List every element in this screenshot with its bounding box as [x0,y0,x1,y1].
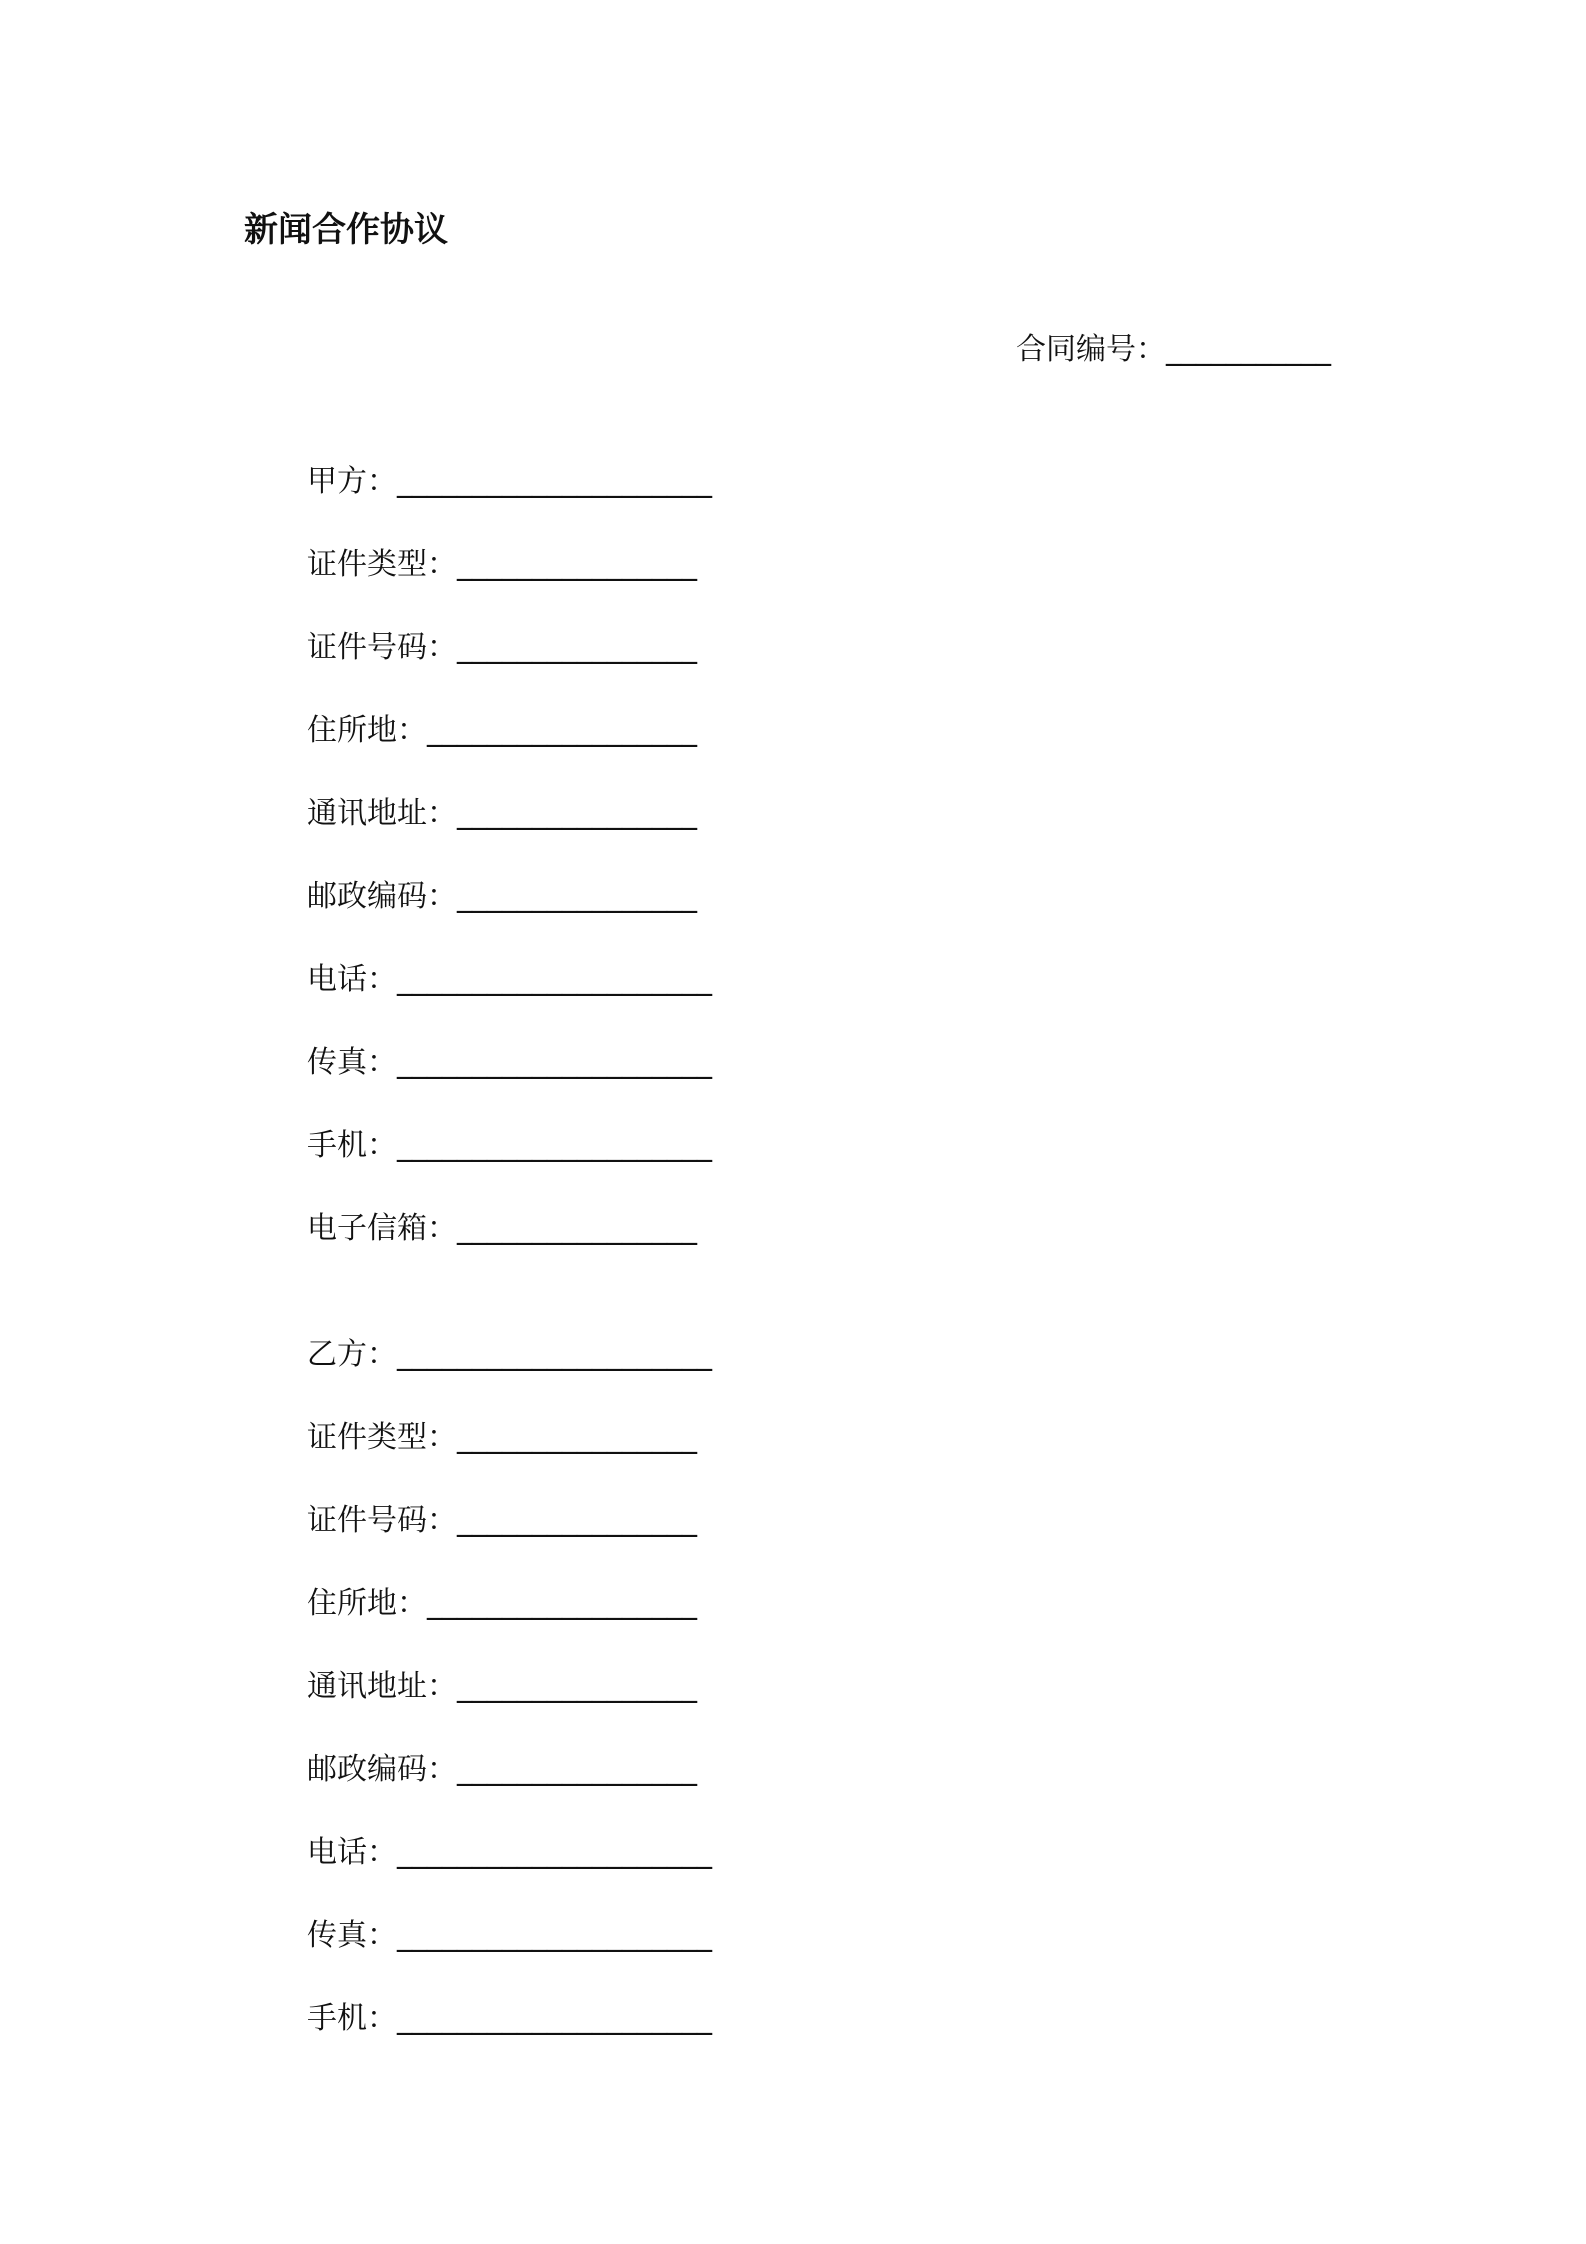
party-a-email-field: 电子信箱：________________ [307,1211,697,1246]
party-a-domicile-field: 住所地：__________________ [307,713,697,748]
party-a-mobile-field: 手机：_____________________ [307,1128,712,1163]
party-b-mail-address-field: 通讯地址：________________ [307,1669,697,1704]
party-a-postal-code-field: 邮政编码：________________ [307,879,697,914]
party-a-phone-field: 电话：_____________________ [307,962,712,997]
party-a-name-field: 甲方：_____________________ [307,464,712,499]
party-b-mobile-field: 手机：_____________________ [307,2001,712,2036]
document-title: 新闻合作协议 [244,210,448,250]
party-b-domicile-field: 住所地：__________________ [307,1586,697,1621]
party-a-mail-address-field: 通讯地址：________________ [307,796,697,831]
party-b-phone-field: 电话：_____________________ [307,1835,712,1870]
party-b-fax-field: 传真：_____________________ [307,1918,712,1953]
party-a-id-type-field: 证件类型：________________ [307,547,697,582]
party-b-id-type-field: 证件类型：________________ [307,1420,697,1455]
party-a-id-number-field: 证件号码：________________ [307,630,697,665]
party-a-fax-field: 传真：_____________________ [307,1045,712,1080]
party-b-name-field: 乙方：_____________________ [307,1337,712,1372]
party-b-id-number-field: 证件号码：________________ [307,1503,697,1538]
party-b-postal-code-field: 邮政编码：________________ [307,1752,697,1787]
contract-number-field: 合同编号：___________ [1016,332,1331,367]
